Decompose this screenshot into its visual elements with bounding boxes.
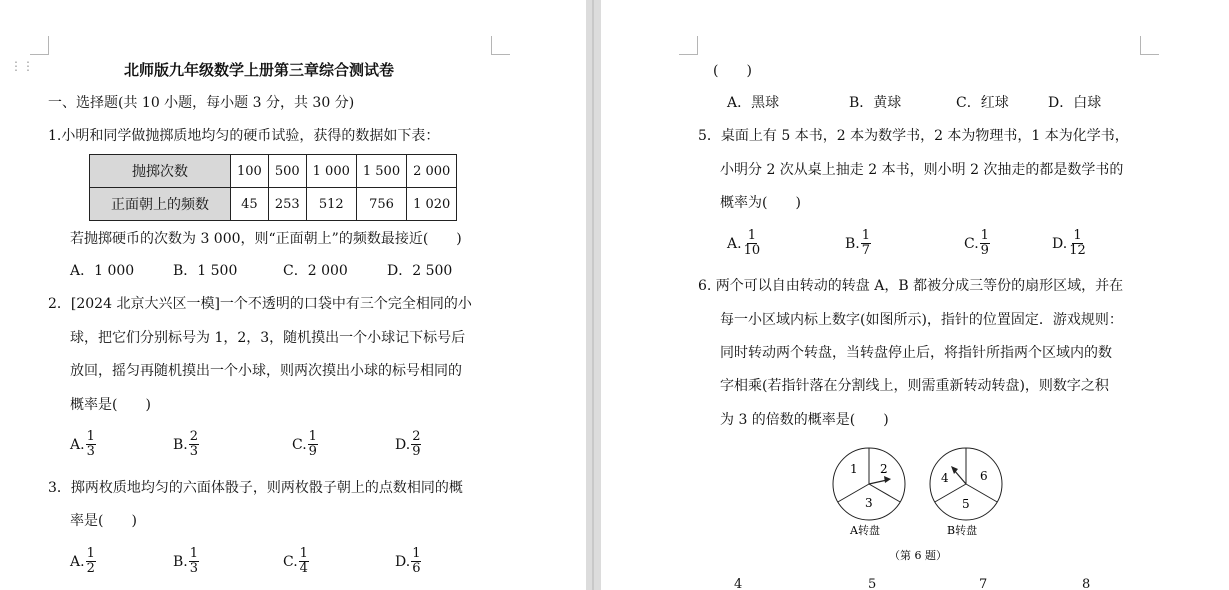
table-cell: 756: [356, 188, 406, 221]
denominator: 3: [189, 444, 199, 459]
q3-line: 率是( ): [70, 513, 137, 529]
q2-line: 球，把它们分别标号为 1，2，3，随机摸出一个小球记下标号后: [70, 330, 466, 346]
margin-corner-mark: [30, 36, 49, 55]
document-page-right: [601, 0, 1229, 590]
document-title: 北师版九年级数学上册第三章综合测试卷: [124, 61, 395, 79]
option-label: C.: [292, 436, 307, 453]
fraction: [861, 229, 871, 258]
fraction: [308, 430, 318, 459]
q5-line: 5．桌面上有 5 本书，2 本为数学书，2 本为物理书，1 本为化学书，: [698, 128, 1129, 144]
denominator: 2: [86, 561, 95, 576]
option-label: B.: [173, 436, 188, 453]
frequency-table: [89, 154, 457, 221]
spinner-a-label: A转盘: [850, 524, 880, 537]
table-cell: 500: [268, 155, 306, 188]
denominator: 3: [86, 444, 95, 459]
margin-corner-mark: [491, 36, 510, 55]
q6-line: 每一小区域内标上数字(如图所示)，指针的位置固定．游戏规则：: [720, 312, 1123, 328]
fraction: [411, 547, 421, 576]
q2-option-c: [292, 430, 318, 459]
q6-option-numerator: 8: [1082, 577, 1091, 590]
fraction: [299, 547, 309, 576]
denominator: 9: [308, 444, 317, 459]
denominator: 9: [980, 243, 989, 258]
q3-option-d: [395, 547, 421, 576]
q5-line: 小明分 2 次从桌上抽走 2 本书，则小明 2 次抽走的都是数学书的: [720, 162, 1124, 178]
spinner-b-label: B转盘: [947, 524, 978, 537]
numerator: 2: [412, 429, 421, 444]
q1-stem: 1.小明和同学做抛掷质地均匀的硬币试验，获得的数据如下表：: [48, 128, 440, 144]
q5-option-b: [845, 229, 871, 258]
q6-line: 同时转动两个转盘，当转盘停止后，将指针所指两个区域内的数: [720, 345, 1112, 361]
q6-option-numerator: 5: [868, 577, 877, 590]
option-label: A.: [70, 436, 85, 453]
q6-option-numerator: 7: [979, 577, 988, 590]
q1-option-c: C．2 000: [283, 263, 348, 279]
q4-option-d: D．白球: [1048, 95, 1102, 111]
table-row: [90, 188, 457, 221]
table-cell: 1 020: [407, 188, 457, 221]
q1-option-b: B．1 500: [173, 263, 238, 279]
option-label: C.: [964, 235, 979, 252]
spinner-b-number: 6: [980, 469, 988, 483]
spinner-a-number: 2: [880, 462, 888, 476]
numerator: 1: [861, 228, 871, 243]
fraction: [86, 547, 96, 576]
q2-option-a: [70, 430, 96, 459]
numerator: 1: [299, 546, 308, 561]
table-cell: 2 000: [407, 155, 457, 188]
spinner-a-number: 1: [850, 462, 858, 476]
option-label: D.: [395, 436, 411, 453]
spinner-b: [930, 448, 1002, 537]
numerator: 1: [86, 429, 95, 444]
numerator: 1: [86, 546, 95, 561]
q2-line: 概率是( ): [70, 397, 151, 413]
page-gutter: [586, 0, 601, 590]
numerator: 1: [1073, 228, 1082, 243]
section-heading: 一、选择题(共 10 小题，每小题 3 分，共 30 分): [48, 95, 355, 111]
numerator: 1: [189, 546, 199, 561]
denominator: 3: [189, 561, 199, 576]
q6-option-numerator: 4: [734, 577, 743, 590]
q4-option-a: A．黑球: [727, 95, 780, 111]
option-label: C.: [283, 553, 298, 570]
q6-line: 6. 两个可以自由转动的转盘 A，B 都被分成三等份的扇形区域，并在: [698, 278, 1124, 294]
q4-option-c: C．红球: [956, 95, 1009, 111]
option-label: A.: [727, 235, 742, 252]
fraction: [1068, 229, 1087, 258]
fraction: [411, 430, 421, 459]
q4-tail: ( ): [713, 63, 752, 79]
fraction: [86, 430, 96, 459]
drag-handle-icon[interactable]: ⋮⋮: [10, 59, 34, 73]
q2-option-d: [395, 430, 421, 459]
numerator: 1: [308, 429, 317, 444]
denominator: 7: [861, 243, 871, 258]
fraction: [189, 430, 199, 459]
option-label: D.: [1052, 235, 1068, 252]
table-cell: 100: [231, 155, 269, 188]
spinner-b-number: 5: [962, 497, 970, 511]
table-header-cell: 抛掷次数: [90, 155, 231, 188]
spinners-figure: [823, 440, 1013, 570]
table-row: [90, 155, 457, 188]
q6-line: 为 3 的倍数的概率是( ): [720, 412, 889, 428]
q3-option-b: [173, 547, 199, 576]
q2-line: 2．[2024 北京大兴区一模]一个不透明的口袋中有三个完全相同的小: [48, 296, 472, 312]
table-cell: 253: [268, 188, 306, 221]
option-label: B.: [173, 553, 188, 570]
q5-option-c: [964, 229, 990, 258]
denominator: 9: [412, 444, 421, 459]
denominator: 12: [1069, 243, 1086, 258]
table-cell: 1 500: [356, 155, 406, 188]
q1-question: 若抛掷硬币的次数为 3 000，则“正面朝上”的频数最接近( ): [70, 231, 462, 247]
margin-corner-mark: [679, 36, 698, 55]
spinner-a: [833, 448, 905, 537]
fraction: [980, 229, 990, 258]
q1-option-a: A．1 000: [70, 263, 135, 279]
table-header-cell: 正面朝上的频数: [90, 188, 231, 221]
margin-corner-mark: [1140, 36, 1159, 55]
numerator: 1: [980, 228, 989, 243]
spinner-b-number: 4: [941, 471, 949, 485]
numerator: 2: [189, 429, 199, 444]
table-cell: 1 000: [306, 155, 356, 188]
q5-line: 概率为( ): [720, 195, 801, 211]
option-label: A.: [70, 553, 85, 570]
option-label: B.: [845, 235, 860, 252]
q3-option-c: [283, 547, 309, 576]
fraction: [189, 547, 199, 576]
fraction: [743, 229, 762, 258]
q2-line: 放回，摇匀再随机摸出一个小球，则两次摸出小球的标号相同的: [70, 363, 462, 379]
option-label: D.: [395, 553, 411, 570]
q3-option-a: [70, 547, 96, 576]
q2-option-b: [173, 430, 199, 459]
q1-option-d: D．2 500: [387, 263, 453, 279]
numerator: 1: [747, 228, 756, 243]
q3-line: 3．掷两枚质地均匀的六面体骰子，则两枚骰子朝上的点数相同的概: [48, 480, 463, 496]
numerator: 1: [412, 546, 421, 561]
figure-caption: （第 6 题）: [889, 549, 947, 562]
denominator: 4: [299, 561, 308, 576]
q6-line: 字相乘(若指针落在分割线上，则需重新转动转盘)，则数字之积: [720, 378, 1109, 394]
spinner-a-number: 3: [865, 496, 873, 510]
table-cell: 45: [231, 188, 269, 221]
q4-option-b: B．黄球: [849, 95, 902, 111]
q5-option-d: [1052, 229, 1087, 258]
denominator: 6: [412, 561, 421, 576]
denominator: 10: [743, 243, 761, 258]
table-cell: 512: [306, 188, 356, 221]
q5-option-a: [727, 229, 761, 258]
document-page-left: [0, 0, 586, 590]
